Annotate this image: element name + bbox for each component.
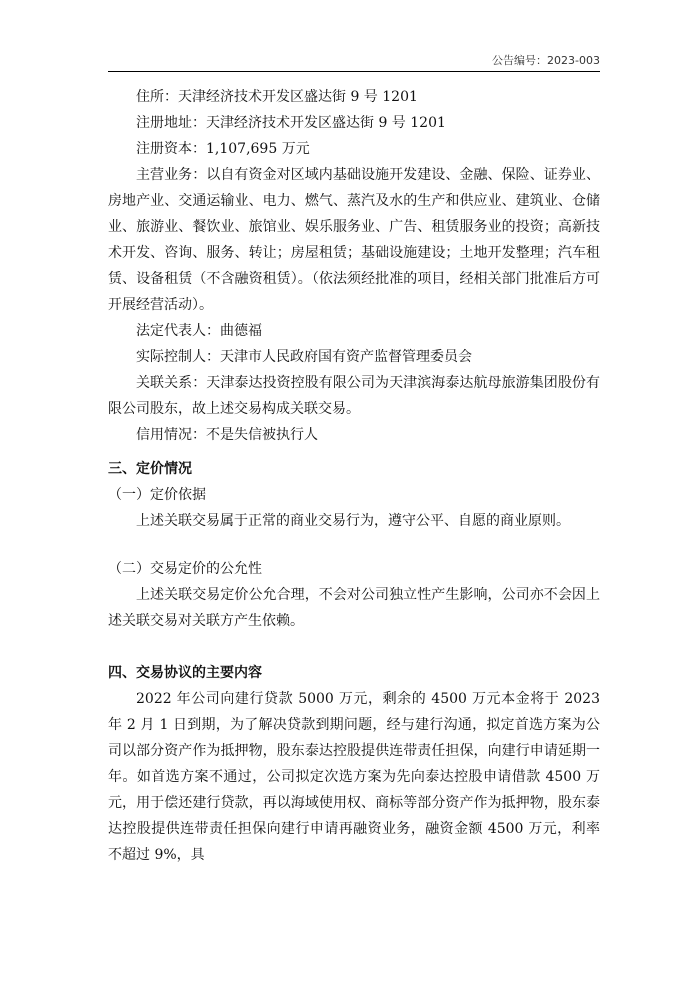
credit-status: 信用情况：不是失信被执行人: [136, 427, 318, 443]
section-3-title: 三、定价情况: [108, 461, 192, 477]
section-3-sub2-title: （二）交易定价的公允性: [108, 561, 262, 577]
residence: 住所：天津经济技术开发区盛达街 9 号 1201: [136, 89, 418, 105]
business-scope: 主营业务：以自有资金对区域内基础设施开发建设、金融、保险、证券业、房地产业、交通运输业、电力、燃气、蒸汽及水的生产和供应业、建筑业、仓储业、旅游业、餐饮业、旅馆业、娱乐服务业、广告、租赁服务业的投资；高新技术开发、咨询、服务、转让；房屋租赁；基础设施建设；土地开发整理；汽车租赁、设备租赁（不含融资租赁）。（依法须经批准的项目，经相关部门批准后方可开展经营活动）。: [108, 167, 600, 313]
legal-representative: 法定代表人：曲德福: [136, 323, 262, 339]
header-rule: [108, 71, 600, 72]
notice-number: 公告编号：2023-003: [492, 54, 600, 67]
actual-controller: 实际控制人：天津市人民政府国有资产监督管理委员会: [136, 349, 472, 365]
section-3-sub2-text: 上述关联交易定价公允合理，不会对公司独立性产生影响，公司亦不会因上述关联交易对关联方产生依赖。: [108, 587, 600, 629]
registered-address: 注册地址：天津经济技术开发区盛达街 9 号 1201: [136, 115, 446, 131]
section-4-title: 四、交易协议的主要内容: [108, 665, 262, 681]
section-3-sub1-text: 上述关联交易属于正常的商业交易行为，遵守公平、自愿的商业原则。: [136, 513, 570, 529]
section-3-sub1-title: （一）定价依据: [108, 487, 206, 503]
document-body: [108, 84, 600, 868]
relationship: 关联关系：天津泰达投资控股有限公司为天津滨海泰达航母旅游集团股份有限公司股东，故上述交易构成关联交易。: [108, 375, 600, 417]
registered-capital: 注册资本：1,107,695 万元: [136, 141, 310, 157]
section-4-text: 2022 年公司向建行贷款 5000 万元，剩余的 4500 万元本金将于 2023 年 2 月 1 日到期，为了解决贷款到期问题，经与建行沟通，拟定首选方案为公司以部分资产作为抵押物，股东泰达控股提供连带责任担保，向建行申请延期一年。如首选方案不通过，公司拟定次选方案为先向泰达控股申请借款 4500 万元，用于偿还建行贷款，再以海域使用权、商标等部分资产作为抵押物，股东泰达控股提供连带责任担保向建行申请再融资业务，融资金额 4500 万元，利率不超过 9%，具: [108, 691, 600, 863]
